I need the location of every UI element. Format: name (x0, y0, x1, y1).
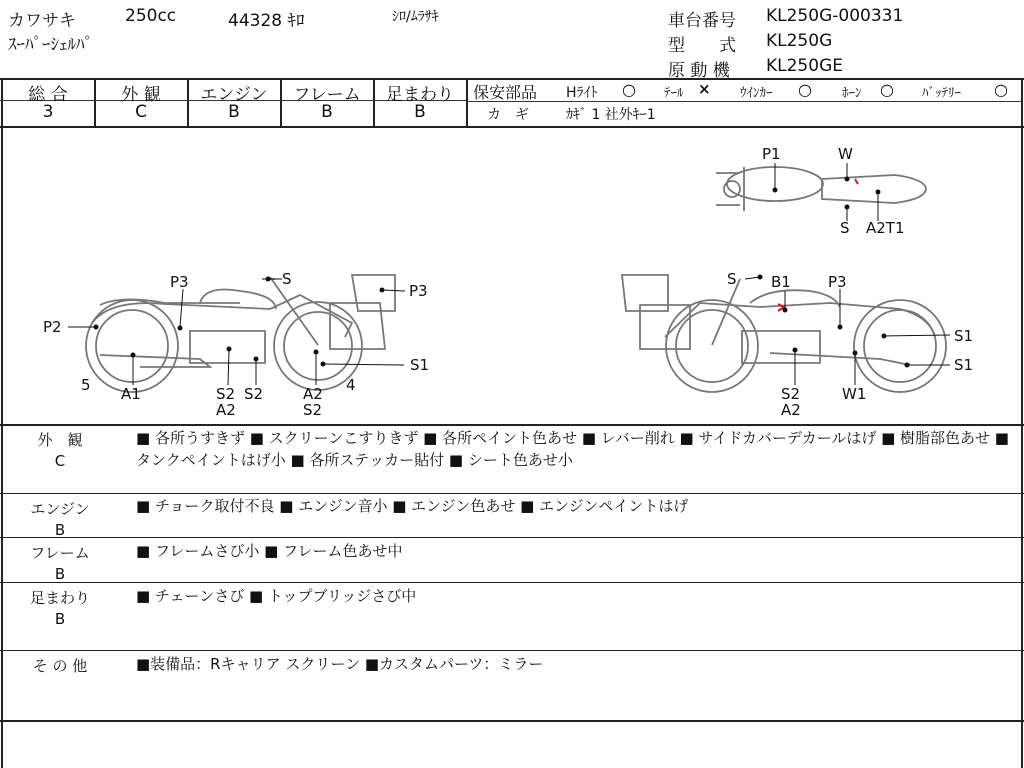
label-right-w1: W1 (842, 385, 867, 403)
safety-horn-mark: ○ (880, 80, 894, 99)
safety-battery-label: ﾊﾞｯﾃﾘｰ (922, 86, 961, 101)
note-engine-header (0, 498, 120, 541)
label-top-s: S (840, 219, 850, 237)
divider (0, 582, 1024, 583)
engine: KL250GE (766, 56, 843, 76)
label-left-a2-fork: A2 (303, 385, 323, 403)
label-right-b1: B1 (771, 273, 791, 291)
safety-headlight-label: Hﾗｲﾄ (566, 85, 598, 101)
label-right-s2: S2 (781, 385, 801, 403)
label-left-p2: P2 (43, 318, 62, 336)
frame-no-label: 車台番号 (668, 11, 736, 31)
safety-headlight-mark: ○ (622, 80, 636, 99)
label-right-a2: A2 (781, 401, 801, 419)
label-left-5: 5 (81, 376, 91, 394)
grade-suspension-label: 足まわり (386, 85, 454, 105)
grade-exterior-value: C (135, 102, 147, 122)
safety-winker-label: ｳｲﾝｶｰ (740, 86, 773, 101)
grade-overall-value: 3 (42, 102, 54, 122)
note-suspension-grade: B (54, 610, 66, 628)
mileage: 44328 ｷﾛ (228, 11, 305, 31)
left-bike-outline (86, 275, 395, 392)
note-suspension-header (0, 587, 120, 630)
note-frame-grade: B (54, 565, 66, 583)
label-left-s-mirror: S (282, 270, 292, 288)
label-top-a2t1: A2T1 (866, 219, 905, 237)
note-other-header (0, 655, 120, 678)
divider (0, 493, 1024, 494)
label-right-s1-cover: S1 (954, 327, 974, 345)
label-left-4: 4 (346, 376, 356, 394)
label-left-p3-case: P3 (409, 282, 428, 300)
divider (0, 537, 1024, 538)
note-engine-text: ■ チョーク取付不良 ■ エンジン音小 ■ エンジン色あせ ■ エンジンペイントはげ (136, 497, 689, 515)
note-exterior-header (0, 429, 120, 472)
note-frame-label: フレーム (30, 544, 90, 562)
body-color: ｼﾛ/ﾑﾗｻｷ (392, 9, 439, 25)
note-engine-grade: B (54, 521, 66, 539)
note-exterior-grade: C (54, 452, 66, 470)
damage-dots (94, 177, 910, 368)
note-frame-text: ■ フレームさび小 ■ フレーム色あせ中 (136, 542, 403, 560)
damage-diagram (0, 127, 1024, 424)
maker: カワサキ (8, 11, 76, 31)
grade-frame-label: フレーム (293, 85, 361, 105)
grade-suspension-value: B (414, 102, 426, 122)
note-engine-label: エンジン (30, 500, 90, 518)
key-value: ｶｷﾞ 1 社外ｷｰ1 (566, 107, 656, 123)
label-top-p1: P1 (762, 145, 781, 163)
safety-horn-label: ﾎｰﾝ (842, 86, 862, 101)
leader-lines (68, 163, 950, 385)
label-right-s: S (727, 270, 737, 288)
safety-tail-label: ﾃｰﾙ (664, 86, 684, 101)
safety-tail-mark: × (698, 80, 711, 98)
note-other-text: ■装備品：Rキャリア スクリーン ■カスタムパーツ：ミラー (136, 655, 544, 673)
displacement: 250cc (125, 6, 177, 26)
note-exterior-label: 外 観 (37, 431, 83, 449)
top-bike-outline (716, 167, 926, 211)
divider (466, 101, 1022, 102)
scratch-mark-w (855, 179, 858, 184)
divider (466, 78, 468, 126)
divider (0, 720, 1024, 722)
note-exterior-text: ■ 各所うすきず ■ スクリーンこすりきず ■ 各所ペイント色あせ ■ レバー削れ ■ サイドカバーデカールはげ ■ 樹脂部色あせ ■ タンクペイントはげ小 ■ 各所ステッカー貼付 ■ シート色あせ小 (136, 429, 1009, 469)
label-right-p3: P3 (828, 273, 847, 291)
label-left-s2-engine: S2 (216, 385, 236, 403)
grade-exterior-label: 外 観 (121, 85, 161, 105)
grade-engine-label: エンジン (200, 85, 268, 105)
divider (0, 650, 1024, 651)
label-left-a2-engine: A2 (216, 401, 236, 419)
note-suspension-text: ■ チェーンさび ■ トップブリッジさび中 (136, 587, 417, 605)
right-bike-outline (622, 275, 946, 392)
label-top-w: W (838, 145, 853, 163)
grade-overall-label: 総 合 (28, 85, 68, 105)
label-left-s1: S1 (410, 356, 430, 374)
label-left-s2-side: S2 (244, 385, 264, 403)
label-right-s1-muffler: S1 (954, 356, 974, 374)
grade-engine-value: B (228, 102, 240, 122)
model-name: ｽｰﾊﾟｰｼｪﾙﾊﾟ (8, 35, 93, 55)
safety-title: 保安部品 (473, 83, 538, 102)
divider (0, 424, 1024, 426)
engine-label: 原 動 機 (668, 61, 730, 81)
note-suspension-label: 足まわり (29, 589, 90, 607)
key-label: カ ギ (487, 107, 529, 123)
model-label: 型 式 (668, 36, 736, 56)
label-left-p3-tank: P3 (170, 273, 189, 291)
label-left-a1: A1 (121, 385, 141, 403)
safety-winker-mark: ○ (798, 80, 812, 99)
note-frame-header (0, 542, 120, 585)
label-left-s2-fork: S2 (303, 401, 323, 419)
model: KL250G (766, 31, 833, 51)
note-other-label: そ の 他 (32, 657, 88, 675)
safety-battery-mark: ○ (994, 80, 1008, 99)
frame-no: KL250G-000331 (766, 6, 904, 26)
grade-frame-value: B (321, 102, 333, 122)
